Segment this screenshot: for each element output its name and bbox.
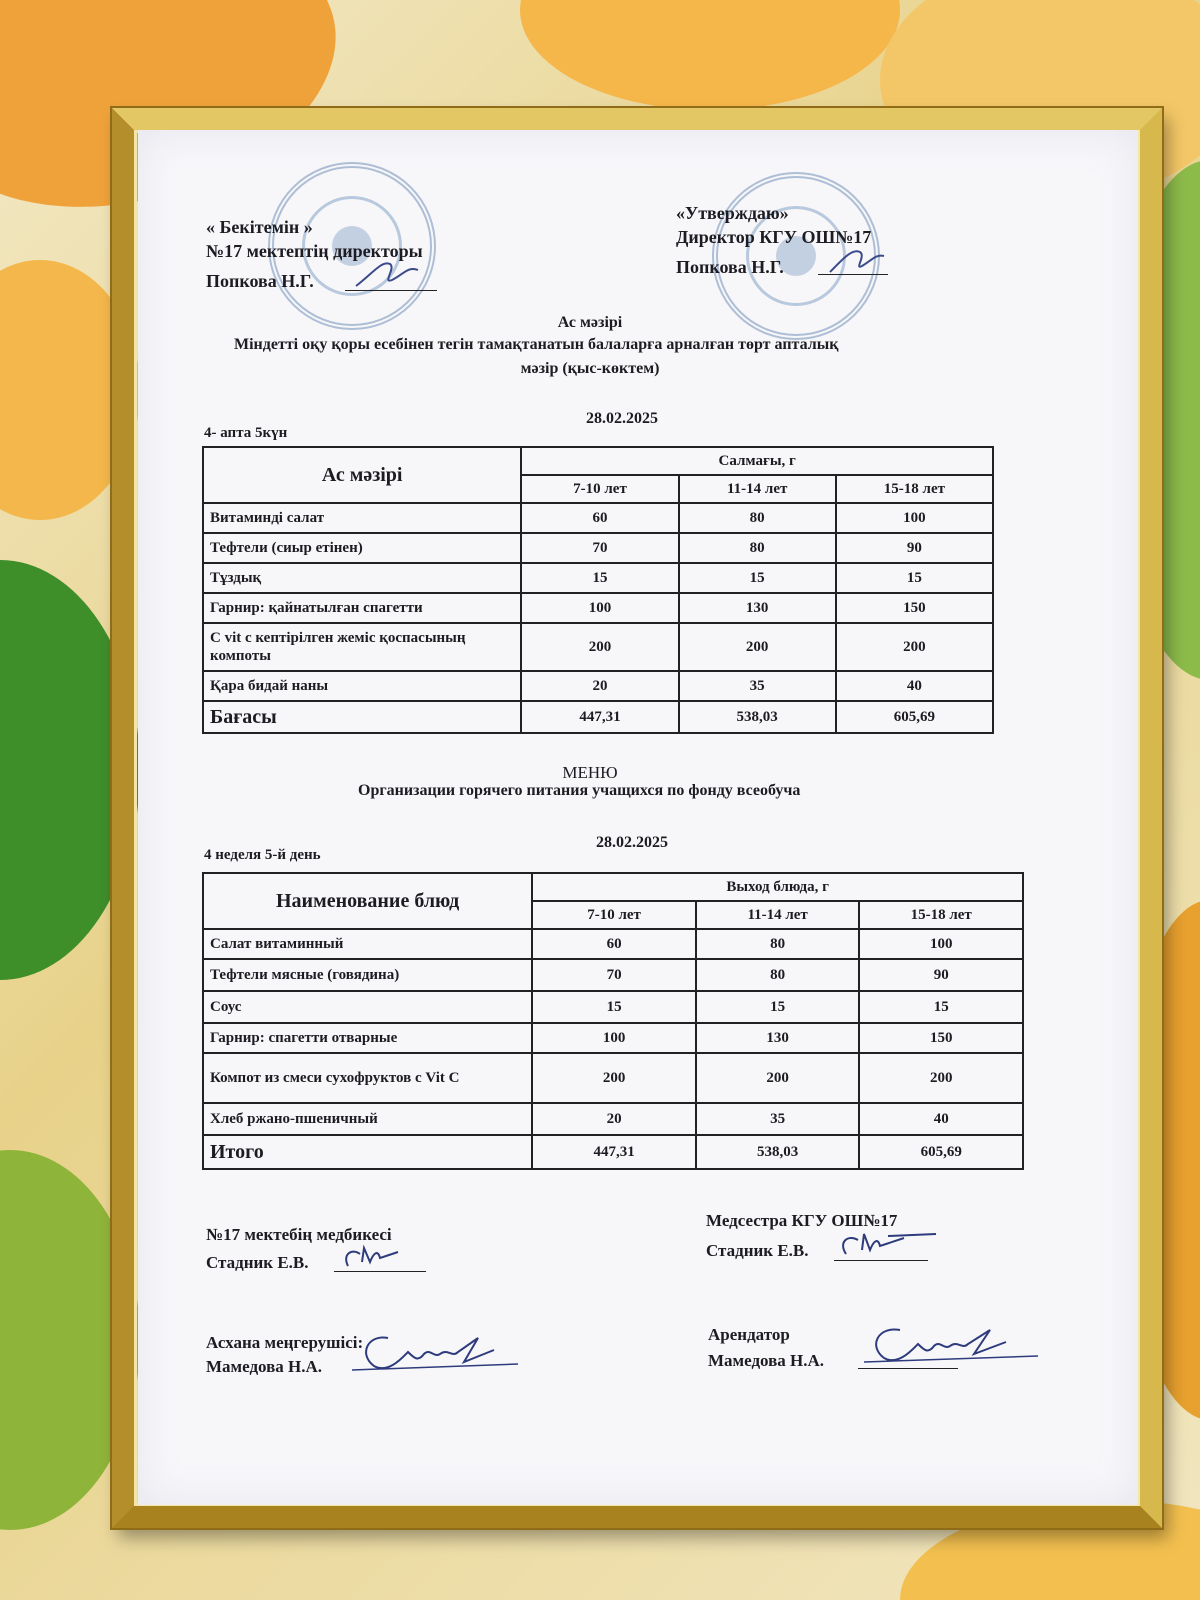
total-price: 538,03 bbox=[696, 1135, 860, 1169]
dish-weight: 35 bbox=[679, 671, 836, 701]
nurse-kz-title: №17 мектебің медбикесі bbox=[206, 1225, 392, 1244]
dish-weight: 20 bbox=[532, 1103, 696, 1135]
dish-weight: 40 bbox=[836, 671, 993, 701]
ru-menu-subtitle: Организации горячего питания учащихся по фонду всеобуча bbox=[358, 782, 801, 799]
dish-weight: 15 bbox=[859, 991, 1023, 1023]
ru-name-header: Наименование блюд bbox=[203, 873, 532, 929]
dish-weight: 100 bbox=[836, 503, 993, 533]
kz-date: 28.02.2025 bbox=[586, 410, 658, 427]
table-row bbox=[203, 503, 993, 533]
kz-age-col-3: 15-18 лет bbox=[836, 475, 993, 503]
canteen-ru-name: Мамедова Н.А. bbox=[708, 1351, 825, 1370]
dish-weight: 90 bbox=[836, 533, 993, 563]
nurse-kz-name: Стадник Е.В. bbox=[206, 1253, 309, 1272]
dish-name: Гарнир: қайнатылған спагетти bbox=[203, 593, 521, 623]
nurse-signature-left bbox=[340, 1240, 430, 1274]
dish-weight: 100 bbox=[859, 929, 1023, 959]
total-label: Итого bbox=[203, 1135, 532, 1169]
total-price: 447,31 bbox=[521, 701, 678, 733]
kz-name-header: Ас мәзірі bbox=[203, 447, 521, 503]
ru-yield-header: Выход блюда, г bbox=[532, 873, 1023, 901]
approval-right-line1: «Утверждаю» bbox=[676, 203, 789, 223]
table-row bbox=[203, 1103, 1023, 1135]
table-row bbox=[203, 533, 993, 563]
dish-weight: 15 bbox=[521, 563, 678, 593]
dish-name: Қара бидай наны bbox=[203, 671, 521, 701]
canteen-signature-left bbox=[348, 1318, 524, 1378]
ru-age-col-3: 15-18 лет bbox=[859, 901, 1023, 929]
kz-age-col-2: 11-14 лет bbox=[679, 475, 836, 503]
dish-weight: 130 bbox=[696, 1023, 860, 1053]
approval-left-line2: №17 мектептің директоры bbox=[206, 241, 423, 261]
dish-weight: 200 bbox=[859, 1053, 1023, 1103]
ru-date: 28.02.2025 bbox=[596, 834, 668, 851]
dish-name: Хлеб ржано-пшеничный bbox=[203, 1103, 532, 1135]
dish-name: Гарнир: спагетти отварные bbox=[203, 1023, 532, 1053]
dish-weight: 200 bbox=[532, 1053, 696, 1103]
table-row bbox=[203, 929, 1023, 959]
kz-menu-season: мәзір (қыс-көктем) bbox=[520, 360, 660, 377]
table-row bbox=[203, 623, 993, 671]
dish-name: Витаминді салат bbox=[203, 503, 521, 533]
ru-age-col-1: 7-10 лет bbox=[532, 901, 696, 929]
table-row bbox=[203, 593, 993, 623]
nurse-ru-name: Стадник Е.В. bbox=[706, 1241, 809, 1260]
table-total-row bbox=[203, 701, 993, 733]
table-total-row bbox=[203, 1135, 1023, 1169]
approval-left-line3: Попкова Н.Г. bbox=[206, 271, 314, 291]
dish-weight: 100 bbox=[521, 593, 678, 623]
ru-age-col-2: 11-14 лет bbox=[696, 901, 860, 929]
table-row bbox=[203, 563, 993, 593]
dish-weight: 15 bbox=[532, 991, 696, 1023]
kz-menu-title: Ас мәзірі bbox=[557, 314, 623, 331]
director-signature-right bbox=[826, 244, 886, 280]
total-price: 605,69 bbox=[836, 701, 993, 733]
kz-menu-subtitle: Міндетті оқу қоры есебінен тегін тамақтанатын балаларға арналған төрт апталық bbox=[234, 336, 839, 353]
dish-weight: 35 bbox=[696, 1103, 860, 1135]
nurse-ru-title: Медсестра КГУ ОШ№17 bbox=[706, 1211, 898, 1230]
dish-weight: 80 bbox=[696, 929, 860, 959]
dish-weight: 200 bbox=[679, 623, 836, 671]
ru-menu-title: МЕНЮ bbox=[562, 763, 618, 782]
dish-weight: 15 bbox=[696, 991, 860, 1023]
kz-age-col-1: 7-10 лет bbox=[521, 475, 678, 503]
dish-weight: 60 bbox=[521, 503, 678, 533]
dish-weight: 80 bbox=[679, 503, 836, 533]
dish-weight: 150 bbox=[836, 593, 993, 623]
total-label: Бағасы bbox=[203, 701, 521, 733]
table-row bbox=[203, 991, 1023, 1023]
table-row bbox=[203, 959, 1023, 991]
dish-name: Соус bbox=[203, 991, 532, 1023]
dish-name: Компот из смеси сухофруктов с Vit C bbox=[203, 1053, 532, 1103]
dish-weight: 80 bbox=[679, 533, 836, 563]
nurse-signature-right bbox=[836, 1226, 946, 1262]
director-signature-left bbox=[352, 254, 422, 294]
dish-weight: 90 bbox=[859, 959, 1023, 991]
canteen-signature-right bbox=[856, 1312, 1046, 1372]
dish-weight: 130 bbox=[679, 593, 836, 623]
approval-left-line1: « Бекітемін » bbox=[206, 217, 313, 237]
dish-weight: 70 bbox=[532, 959, 696, 991]
table-row bbox=[203, 1053, 1023, 1103]
dish-weight: 15 bbox=[679, 563, 836, 593]
total-price: 538,03 bbox=[679, 701, 836, 733]
table-row bbox=[203, 1023, 1023, 1053]
canteen-ru-title: Арендатор bbox=[708, 1325, 790, 1344]
dish-weight: 60 bbox=[532, 929, 696, 959]
dish-weight: 40 bbox=[859, 1103, 1023, 1135]
kz-menu-table bbox=[202, 446, 994, 734]
dish-name: Салат витаминный bbox=[203, 929, 532, 959]
kz-weight-header: Салмағы, г bbox=[521, 447, 993, 475]
dish-weight: 200 bbox=[696, 1053, 860, 1103]
canteen-kz-title: Асхана меңгерушісі: bbox=[206, 1333, 364, 1352]
dish-name: Тұздық bbox=[203, 563, 521, 593]
dish-weight: 70 bbox=[521, 533, 678, 563]
dish-weight: 200 bbox=[521, 623, 678, 671]
dish-name: С vit с кептірілген жеміс қоспасының компоты bbox=[203, 623, 521, 671]
approval-right-line3: Попкова Н.Г. bbox=[676, 257, 784, 277]
dish-weight: 80 bbox=[696, 959, 860, 991]
dish-weight: 100 bbox=[532, 1023, 696, 1053]
approval-right-line2: Директор КГУ ОШ№17 bbox=[676, 227, 872, 247]
table-row bbox=[203, 671, 993, 701]
kz-week-day: 4- апта 5күн bbox=[204, 425, 288, 441]
canteen-kz-name: Мамедова Н.А. bbox=[206, 1357, 323, 1376]
total-price: 447,31 bbox=[532, 1135, 696, 1169]
dish-name: Тефтели (сиыр етінен) bbox=[203, 533, 521, 563]
ru-week-day: 4 неделя 5-й день bbox=[204, 847, 321, 863]
ru-menu-table bbox=[202, 872, 1024, 1170]
dish-weight: 20 bbox=[521, 671, 678, 701]
dish-weight: 200 bbox=[836, 623, 993, 671]
total-price: 605,69 bbox=[859, 1135, 1023, 1169]
dish-weight: 150 bbox=[859, 1023, 1023, 1053]
dish-name: Тефтели мясные (говядина) bbox=[203, 959, 532, 991]
dish-weight: 15 bbox=[836, 563, 993, 593]
